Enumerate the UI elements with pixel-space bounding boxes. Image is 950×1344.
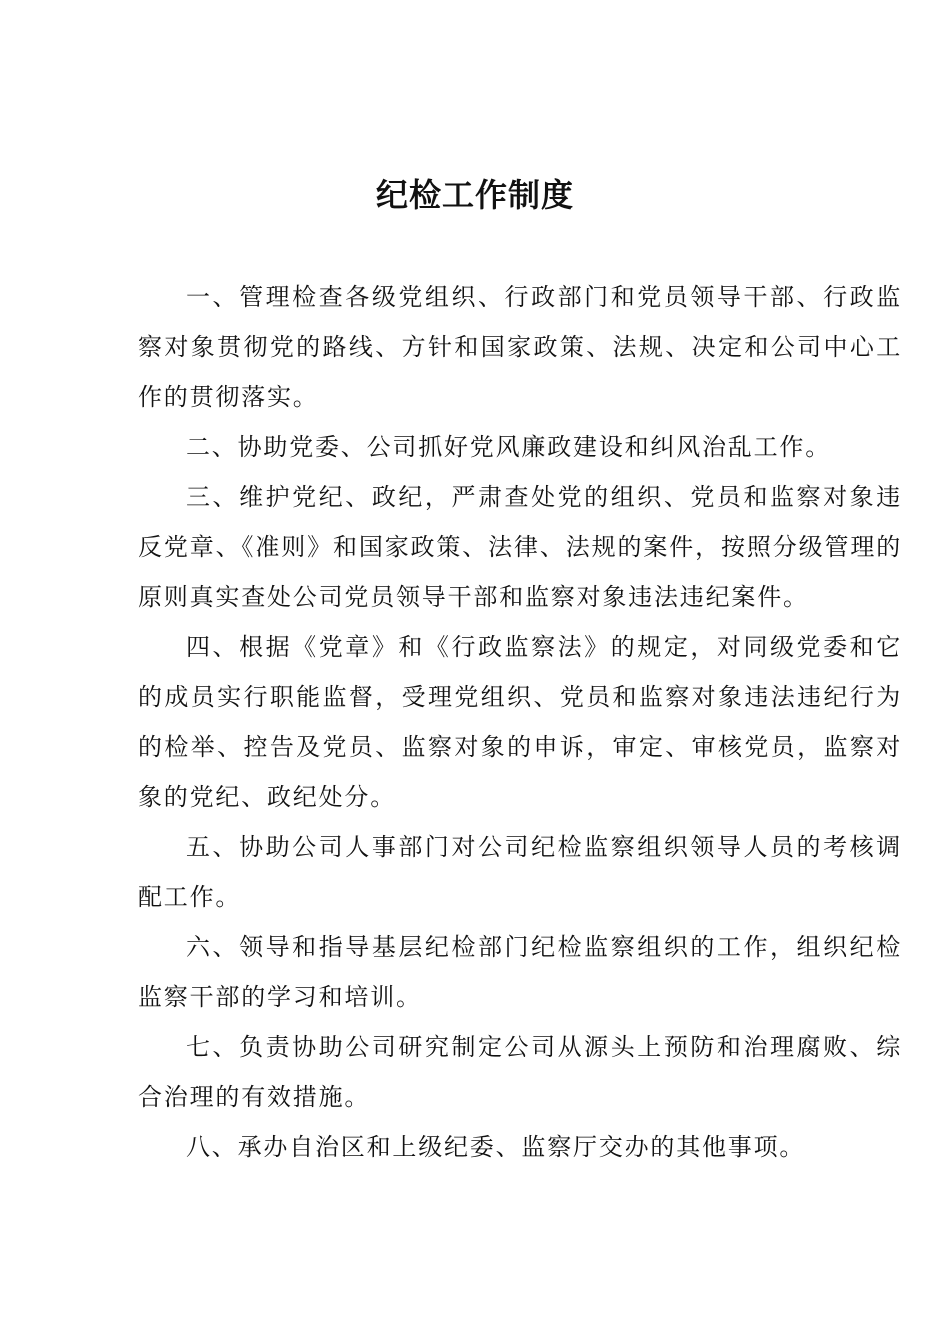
document-title: 纪检工作制度 xyxy=(375,176,574,214)
paragraph-7: 七、负责协助公司研究制定公司从源头上预防和治理腐败、综合治理的有效措施。 xyxy=(138,1033,902,1111)
paragraph-4: 四、根据《党章》和《行政监察法》的规定，对同级党委和它的成员实行职能监督，受理党组织、党员和监察对象违法违纪行为的检举、控告及党员、监察对象的申诉，审定、审核党员，监察对象的党纪、政纪处分。 xyxy=(138,633,902,811)
paragraph-8: 八、承办自治区和上级纪委、监察厅交办的其他事项。 xyxy=(186,1133,806,1161)
document-body xyxy=(138,272,902,1172)
paragraph-3: 三、维护党纪、政纪，严肃查处党的组织、党员和监察对象违反党章、《准则》和国家政策、法律、法规的案件，按照分级管理的原则真实查处公司党员领导干部和监察对象违法违纪案件。 xyxy=(138,483,902,611)
paragraph-5: 五、协助公司人事部门对公司纪检监察组织领导人员的考核调配工作。 xyxy=(138,833,902,911)
paragraph-1: 一、管理检查各级党组织、行政部门和党员领导干部、行政监察对象贯彻党的路线、方针和国家政策、法规、决定和公司中心工作的贯彻落实。 xyxy=(138,283,902,411)
paragraph-2: 二、协助党委、公司抓好党风廉政建设和纠风治乱工作。 xyxy=(186,433,831,461)
paragraph-6: 六、领导和指导基层纪检部门纪检监察组织的工作，组织纪检监察干部的学习和培训。 xyxy=(138,933,902,1011)
